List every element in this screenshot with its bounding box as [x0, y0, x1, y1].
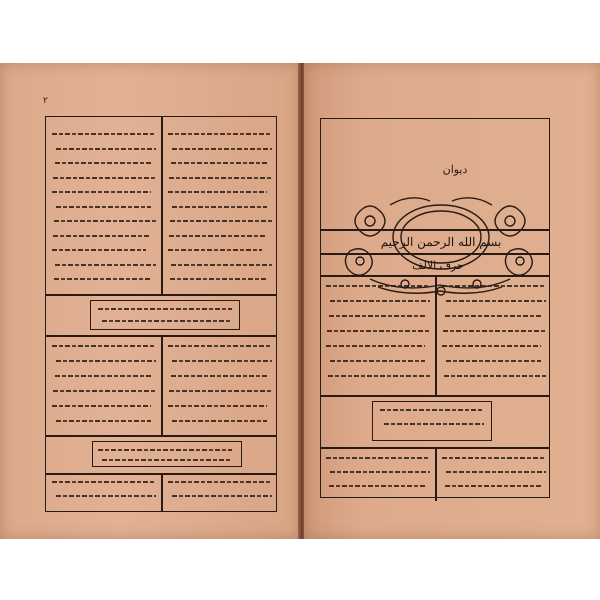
script-line [443, 330, 546, 332]
script-line [170, 220, 272, 222]
script-line [446, 471, 546, 473]
script-line [327, 330, 430, 332]
right-center-panel [372, 401, 492, 441]
left-bottom-divider [161, 473, 163, 512]
script-line [326, 345, 425, 347]
script-line [445, 485, 541, 487]
script-line [168, 249, 262, 251]
script-line [55, 375, 151, 377]
script-line [384, 423, 484, 425]
script-line [52, 191, 151, 193]
basmala-heading: بسم الله الرحمن الرحیم [380, 235, 502, 249]
script-line [171, 162, 267, 164]
left-column-divider [161, 116, 163, 294]
script-line [442, 285, 546, 287]
left-center-panel [90, 300, 240, 330]
basmala-rule-bottom [320, 253, 550, 255]
script-line [53, 177, 156, 179]
script-line [444, 375, 546, 377]
open-book [0, 63, 600, 539]
script-line [329, 315, 425, 317]
left-lower-divider [161, 335, 163, 435]
script-line [328, 375, 430, 377]
script-line [98, 308, 232, 310]
left-page [0, 63, 300, 539]
script-line [380, 409, 484, 411]
section-heading: حرف الالف [412, 259, 464, 272]
script-line [168, 345, 272, 347]
script-line [52, 481, 156, 483]
script-line [446, 300, 546, 302]
script-line [168, 481, 272, 483]
script-line [56, 420, 151, 422]
script-line [330, 360, 425, 362]
script-line [170, 278, 267, 280]
script-line [55, 162, 151, 164]
script-line [171, 375, 267, 377]
right-lower-divider [435, 447, 437, 501]
script-line [330, 471, 430, 473]
script-line [442, 345, 541, 347]
basmala-rule-top [320, 229, 550, 231]
left-lower-panel [92, 441, 242, 467]
script-line [52, 249, 146, 251]
script-line [52, 133, 156, 135]
script-line [53, 390, 156, 392]
script-line [172, 495, 272, 497]
script-line [326, 285, 430, 287]
script-line [445, 315, 541, 317]
script-line [172, 148, 272, 150]
script-line [172, 360, 272, 362]
script-line [102, 320, 232, 322]
script-line [169, 390, 272, 392]
script-line [102, 459, 232, 461]
script-line [442, 457, 546, 459]
script-line [55, 264, 156, 266]
script-line [168, 191, 267, 193]
script-line [56, 495, 156, 497]
script-line [171, 264, 272, 266]
script-line [329, 485, 425, 487]
script-line [52, 405, 151, 407]
script-line [54, 220, 156, 222]
script-line [168, 405, 267, 407]
right-band-rule [320, 395, 550, 397]
script-line [53, 235, 151, 237]
script-line [56, 360, 156, 362]
left-band-rule-3 [45, 435, 277, 437]
script-line [172, 206, 267, 208]
script-line [52, 345, 156, 347]
script-line [168, 133, 272, 135]
script-line [54, 278, 151, 280]
script-line [169, 235, 267, 237]
script-line [56, 206, 151, 208]
script-line [446, 360, 541, 362]
script-line [330, 300, 430, 302]
script-line [98, 449, 232, 451]
script-line [169, 177, 272, 179]
script-line [172, 420, 267, 422]
right-column-divider [435, 275, 437, 395]
script-line [326, 457, 430, 459]
script-line [56, 148, 156, 150]
page-number: ۲ [43, 96, 48, 106]
left-band-rule [45, 294, 277, 296]
book-title: دیوان [442, 163, 468, 176]
